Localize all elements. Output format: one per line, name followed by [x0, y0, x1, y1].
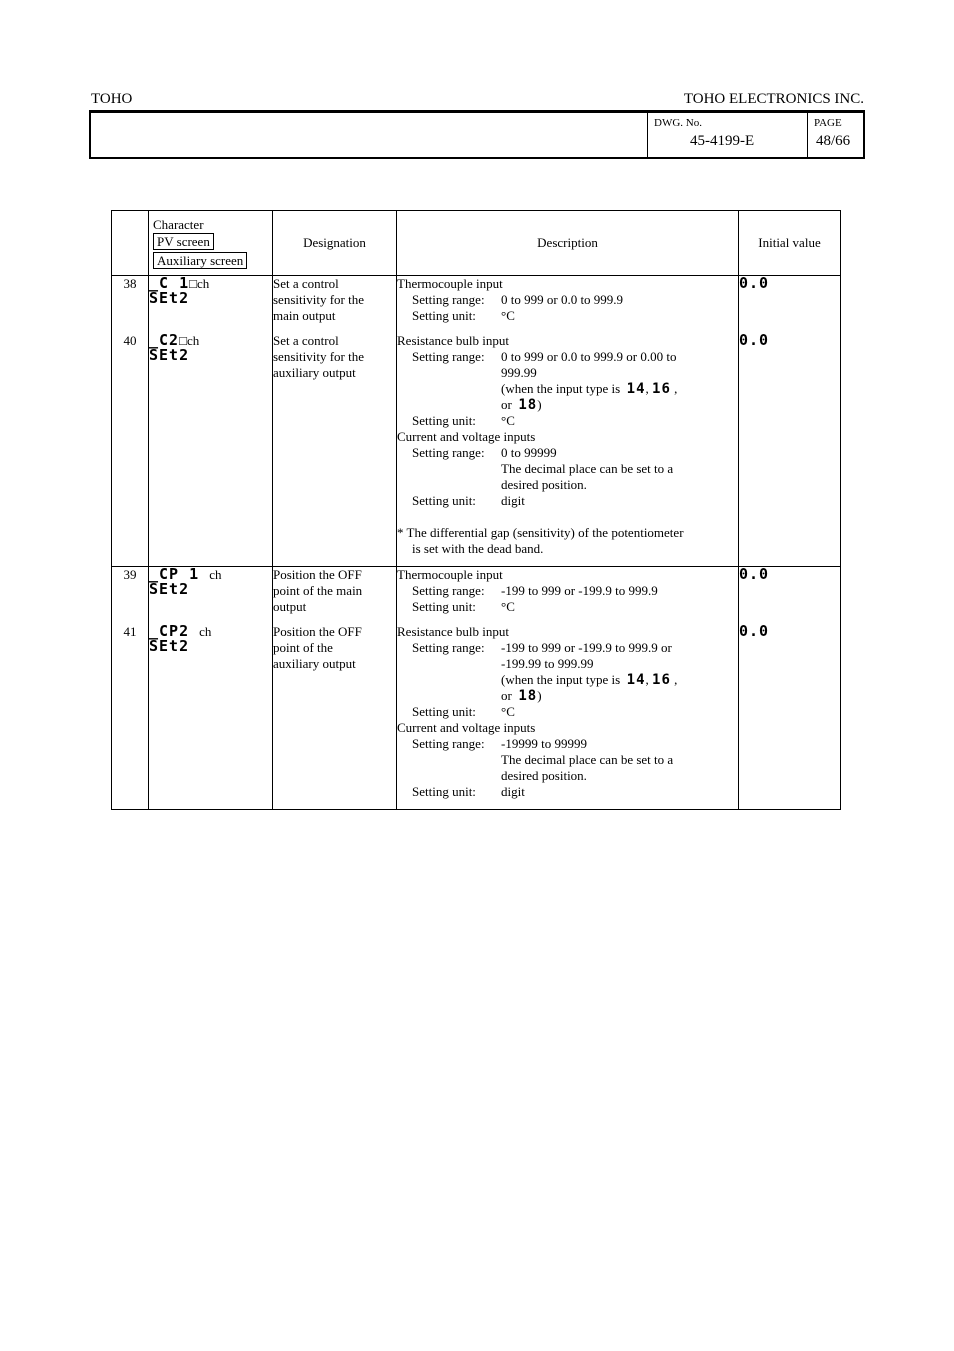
initial-cell [739, 567, 841, 810]
designation-line: point of the main [273, 583, 363, 598]
segment-display: _CP2 ch [149, 622, 212, 640]
row-number: 39 [123, 567, 137, 582]
description-cell [397, 567, 739, 810]
page-number: 48/66 [816, 133, 851, 149]
desc-line: Setting unit: °C [412, 599, 515, 614]
parameter-table [111, 210, 841, 810]
initial-value: 0.0 [739, 565, 770, 583]
dwg-number: 45-4199-E [690, 133, 755, 149]
segment-display: SEt2 [149, 289, 190, 307]
desc-line: (when the input type is 14, 16 , [501, 381, 678, 397]
desc-heading: Current and voltage inputs [397, 720, 536, 735]
header-initial: Initial value [739, 211, 841, 276]
desc-line: Setting range: -199 to 999 or -199.9 to 999.9 or [412, 640, 672, 655]
desc-line: Setting range: 0 to 999 or 0.0 to 999.9 [412, 292, 624, 307]
desc-line: Setting range: -19999 to 99999 [412, 736, 587, 751]
designation-line: Position the OFF [273, 567, 362, 582]
desc-line: (when the input type is 14, 16 , [501, 672, 678, 688]
segment-display: SEt2 [149, 346, 190, 364]
designation-line: Position the OFF [273, 624, 362, 639]
desc-note: is set with the dead band. [412, 541, 544, 556]
desc-note: * The differential gap (sensitivity) of the potentiometer [397, 525, 684, 540]
desc-line: Setting range: -199 to 999 or -199.9 to 999.9 [412, 583, 658, 598]
desc-line: Setting range: 0 to 99999 [412, 445, 557, 460]
table-row [112, 276, 841, 567]
desc-heading: Thermocouple input [397, 276, 503, 291]
character-cell [149, 276, 273, 567]
row-number: 41 [123, 624, 137, 639]
dwg-label: DWG. No. [654, 117, 702, 129]
desc-line: -199.99 to 999.99 [501, 656, 594, 671]
desc-line: The decimal place can be set to a [501, 461, 674, 476]
header-description: Description [397, 211, 739, 276]
segment-display: _C 1□ch [149, 274, 210, 292]
initial-value: 0.0 [739, 622, 770, 640]
header-pv-screen: PV screen [153, 233, 214, 250]
initial-cell [739, 276, 841, 567]
header-character [149, 211, 273, 276]
header-designation: Designation [273, 211, 397, 276]
description-cell [397, 276, 739, 567]
segment-display: _CP 1 ch [149, 565, 222, 583]
initial-value: 0.0 [739, 274, 770, 292]
title-block [89, 110, 865, 159]
designation-cell [273, 276, 397, 567]
row-numbers [112, 567, 149, 810]
row-number: 40 [123, 333, 137, 348]
page-cell [807, 113, 864, 157]
header-company-full: TOHO ELECTRONICS INC. [683, 91, 864, 107]
desc-line: The decimal place can be set to a [501, 752, 674, 767]
designation-line: Set a control [273, 276, 339, 291]
desc-line: Setting unit: °C [412, 704, 515, 719]
designation-line: main output [273, 308, 336, 323]
table-row [112, 567, 841, 810]
designation-line: Set a control [273, 333, 339, 348]
designation-line: sensitivity for the [273, 349, 364, 364]
page-label: PAGE [814, 117, 842, 129]
desc-line: desired position. [501, 768, 587, 783]
segment-display: SEt2 [149, 580, 190, 598]
designation-cell [273, 567, 397, 810]
row-number: 38 [123, 276, 137, 291]
desc-line: Setting unit: °C [412, 413, 515, 428]
table-header-row [112, 211, 841, 276]
header-aux-screen: Auxiliary screen [153, 252, 247, 269]
desc-line: Setting unit: digit [412, 784, 525, 799]
designation-line: output [273, 599, 307, 614]
row-numbers [112, 276, 149, 567]
designation-line: sensitivity for the [273, 292, 364, 307]
desc-line: or 18) [501, 688, 542, 704]
desc-line: desired position. [501, 477, 587, 492]
designation-line: auxiliary output [273, 656, 356, 671]
desc-heading: Resistance bulb input [397, 333, 509, 348]
designation-line: auxiliary output [273, 365, 356, 380]
designation-line: point of the [273, 640, 333, 655]
segment-display: SEt2 [149, 637, 190, 655]
desc-line: Setting unit: °C [412, 308, 515, 323]
character-cell [149, 567, 273, 810]
desc-line: 999.99 [501, 365, 537, 380]
desc-heading: Current and voltage inputs [397, 429, 536, 444]
desc-heading: Resistance bulb input [397, 624, 509, 639]
desc-line: Setting range: 0 to 999 or 0.0 to 999.9 or 0.00 to [412, 349, 677, 364]
dwg-cell [647, 113, 806, 157]
segment-display: _C2□ch [149, 331, 200, 349]
header-character-label: Character [153, 217, 204, 232]
header-company-short: TOHO [91, 91, 133, 107]
desc-heading: Thermocouple input [397, 567, 503, 582]
desc-line: Setting unit: digit [412, 493, 525, 508]
initial-value: 0.0 [739, 331, 770, 349]
desc-line: or 18) [501, 397, 542, 413]
header-no [112, 211, 149, 276]
